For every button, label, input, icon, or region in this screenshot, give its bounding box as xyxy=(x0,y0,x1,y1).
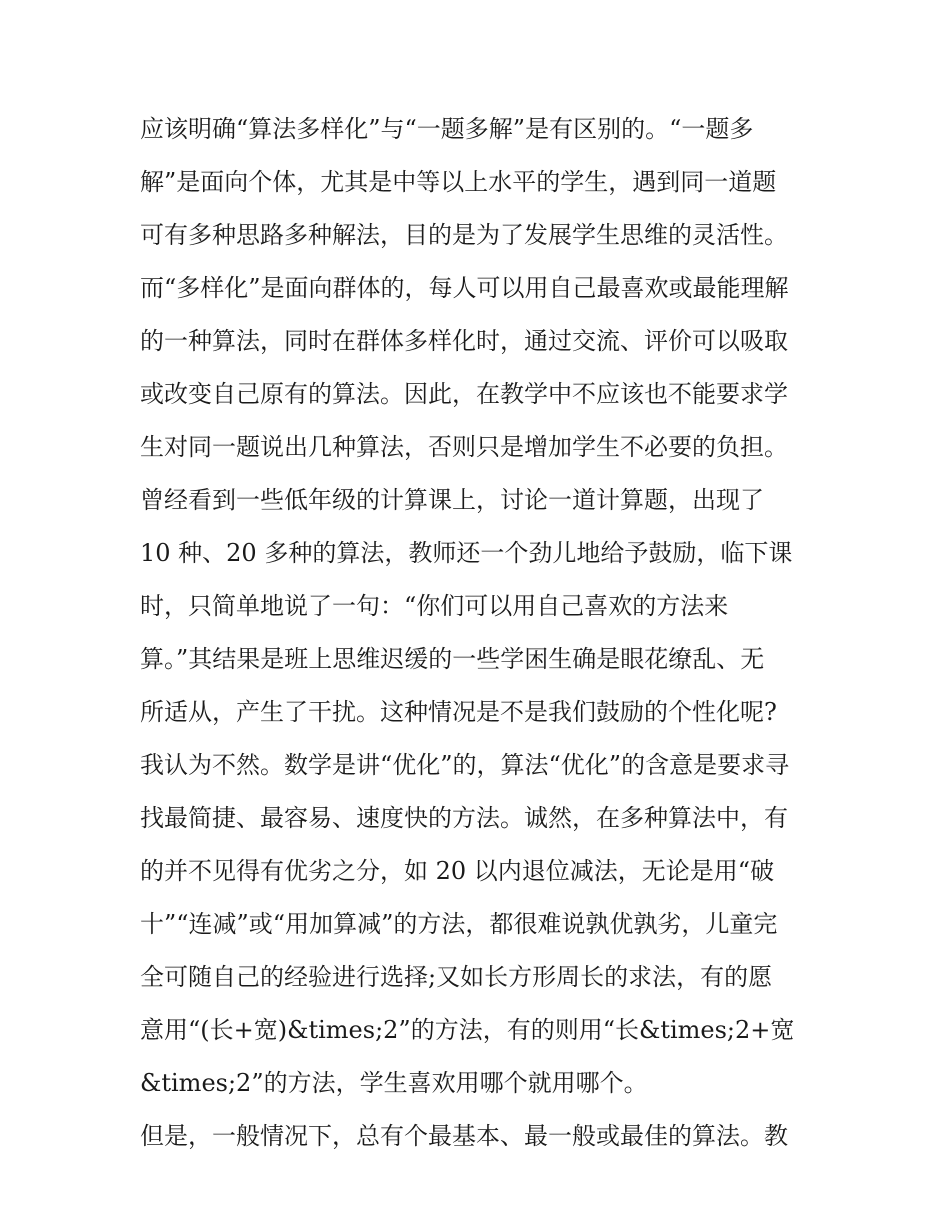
text-line: 我认为不然。数学是讲“优化”的，算法“优化”的含意是要求寻 xyxy=(140,751,790,779)
text-line: 生对同一题说出几种算法，否则只是增加学生不必要的负担。 xyxy=(140,433,788,461)
text-line: 时，只简单地说了一句：“你们可以用自己喜欢的方法来 xyxy=(140,592,729,620)
text-line: 但是，一般情况下，总有个最基本、最一般或最佳的算法。教 xyxy=(140,1122,788,1150)
text-line: 而“多样化”是面向群体的，每人可以用自己最喜欢或最能理解 xyxy=(140,274,789,302)
text-line: 十”“连减”或“用加算减”的方法，都很难说孰优孰劣，儿童完 xyxy=(140,910,778,938)
text-line: 所适从，产生了干扰。这种情况是不是我们鼓励的个性化呢? xyxy=(140,698,777,726)
text-line: 算。”其结果是班上思维迟缓的一些学困生确是眼花缭乱、无 xyxy=(140,645,765,673)
text-line: 意用“(长+宽)&times;2”的方法，有的则用“长&times;2+宽 xyxy=(140,1016,795,1044)
text-line: 的并不见得有优劣之分，如 20 以内退位减法，无论是用“破 xyxy=(140,857,775,885)
text-line: 的一种算法，同时在群体多样化时，通过交流、评价可以吸取 xyxy=(140,327,788,355)
text-line: 找最简捷、最容易、速度快的方法。诚然，在多种算法中，有 xyxy=(140,804,788,832)
text-line: 解”是面向个体，尤其是中等以上水平的学生，遇到同一道题 xyxy=(140,168,777,196)
text-line: 应该明确“算法多样化”与“一题多解”是有区别的。“一题多 xyxy=(140,115,754,143)
text-line: 10 种、20 多种的算法，教师还一个劲儿地给予鼓励，临下课 xyxy=(140,539,793,567)
text-line: 或改变自己原有的算法。因此，在教学中不应该也不能要求学 xyxy=(140,380,788,408)
text-line: 曾经看到一些低年级的计算课上，讨论一道计算题，出现了 xyxy=(140,486,764,514)
text-line: 全可随自己的经验进行选择;又如长方形周长的求法，有的愿 xyxy=(140,963,773,991)
text-line: &times;2”的方法，学生喜欢用哪个就用哪个。 xyxy=(140,1069,648,1097)
body-text xyxy=(140,103,830,1163)
text-line: 可有多种思路多种解法，目的是为了发展学生思维的灵活性。 xyxy=(140,221,788,249)
